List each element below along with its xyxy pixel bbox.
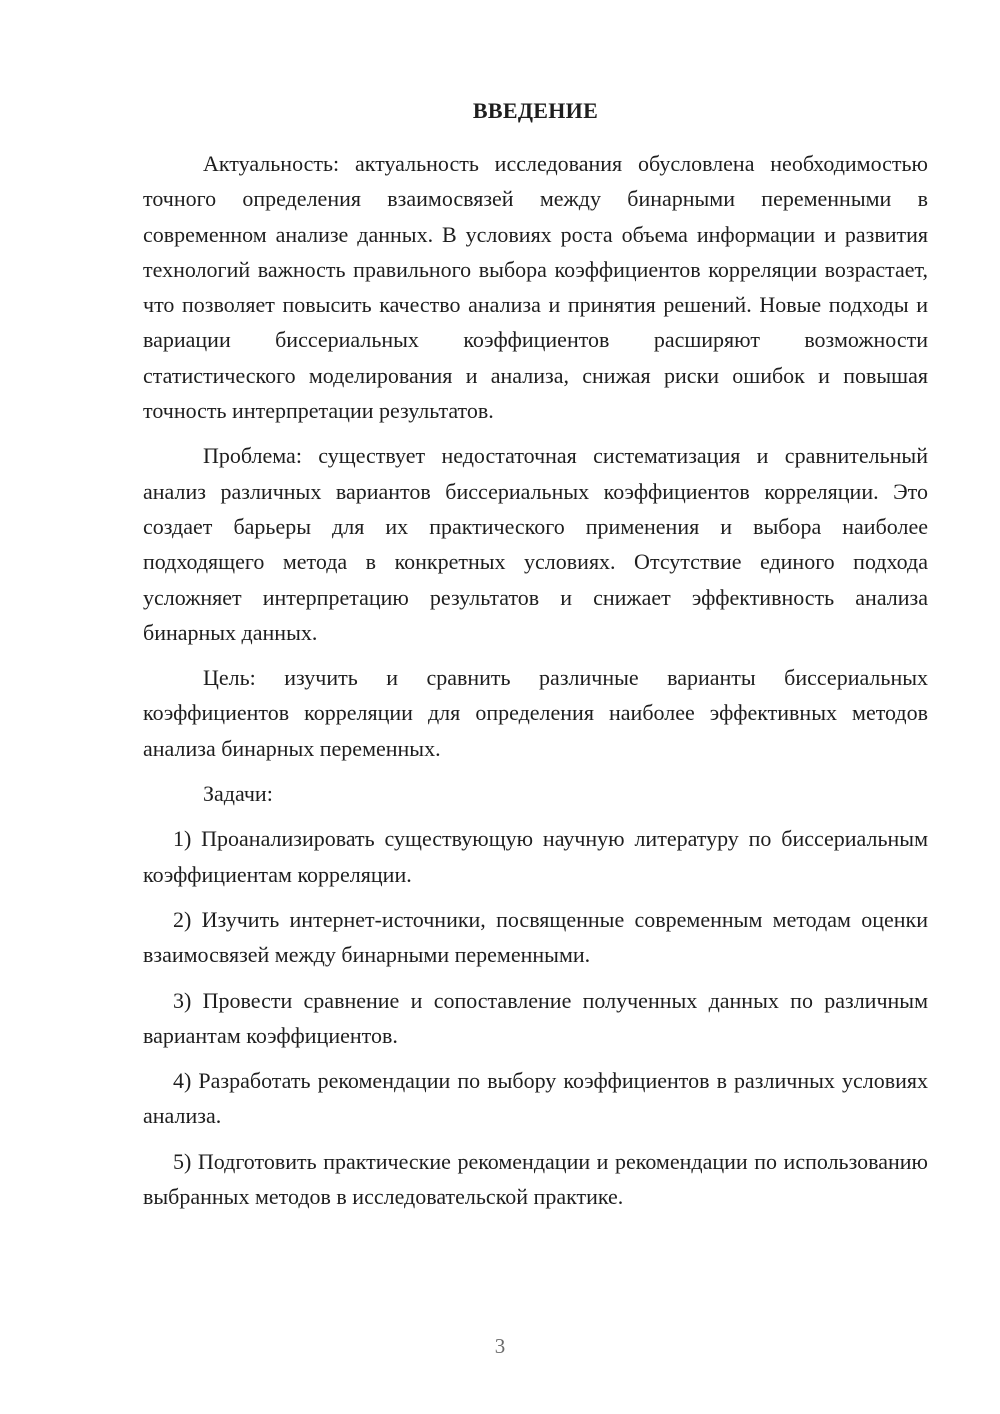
task-item-5: 5) Подготовить практические рекомендации и рекомендации по использованию выбранных методов в исследовательской практике. bbox=[143, 1148, 928, 1210]
paragraph-goal: Цель: изучить и сравнить различные варианты биссериальных коэффициентов корреляции для определения наиболее эффективных методов анализа бинарных переменных. bbox=[143, 665, 928, 761]
paragraph-problem: Проблема: существует недостаточная систематизация и сравнительный анализ различных вариантов биссериальных коэффициентов корреляции. Это создает барьеры для их практического применения и выбора наиболее подходящего метода в конкретных условиях. Отсутствие единого подхода усложняет интерпретацию результатов и снижает эффективность анализа бинарных данных. bbox=[143, 443, 928, 645]
task-item-3: 3) Провести сравнение и сопоставление полученных данных по различным вариантам коэффициентов. bbox=[143, 987, 928, 1048]
task-item-2: 2) Изучить интернет-источники, посвященные современным методам оценки взаимосвязей между бинарными переменными. bbox=[143, 906, 928, 968]
task-item-4: 4) Разработать рекомендации по выбору коэффициентов в различных условиях анализа. bbox=[143, 1068, 928, 1129]
paragraph-relevance: Актуальность: актуальность исследования обусловлена необходимостью точного определения взаимосвязей между бинарными переменными в современном анализе данных. В условиях роста объема информации и развития технологий важность правильного выбора коэффициентов корреляции возрастает, что позволяет повысить качество анализа и принятия решений. Новые подходы и вариации биссериальных коэффициентов расширяют возможности статистического моделирования и анализа, снижая риски ошибок и повышая точность интерпретации результатов. bbox=[143, 151, 928, 424]
task-item-1: 1) Проанализировать существующую научную литературу по биссериальным коэффициентам корреляции. bbox=[143, 826, 928, 887]
page-number: 3 bbox=[494, 1334, 506, 1358]
document-page bbox=[143, 96, 928, 1224]
tasks-heading: Задачи: bbox=[203, 781, 273, 807]
page-title: ВВЕДЕНИЕ bbox=[472, 98, 599, 123]
